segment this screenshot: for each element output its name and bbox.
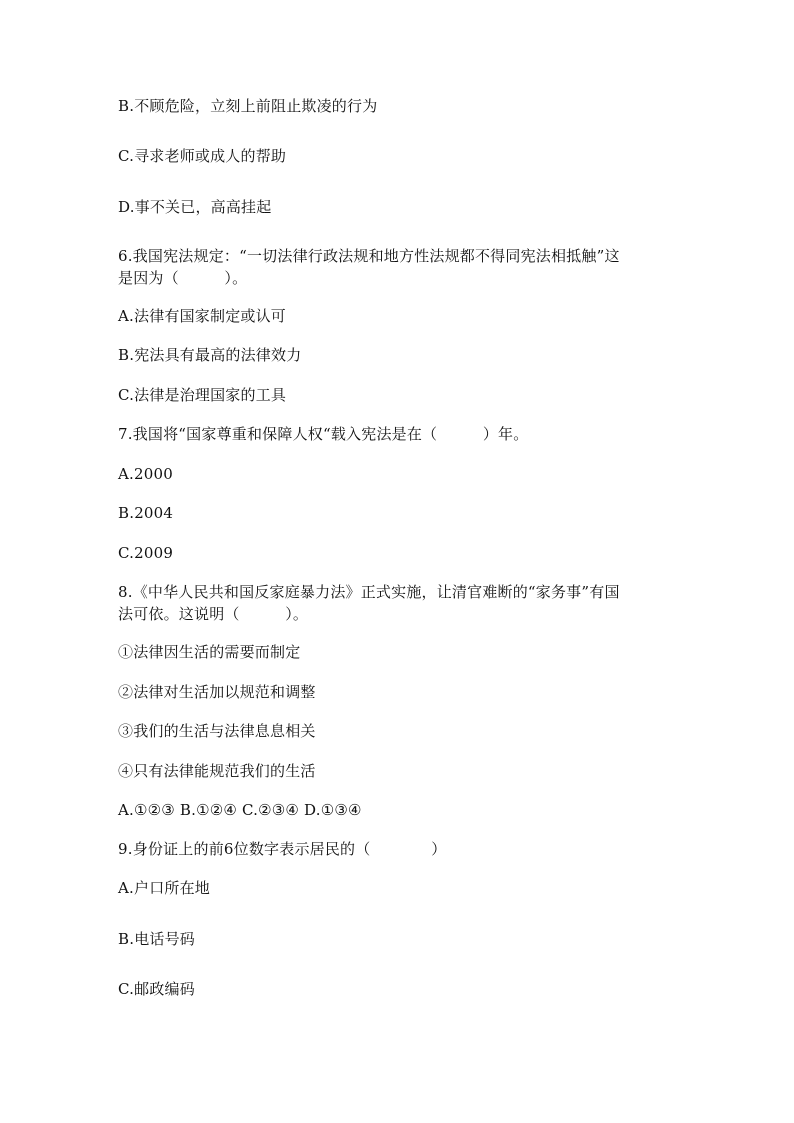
- q5-option-b: B.不顾危险，立刻上前阻止欺凌的行为: [118, 97, 378, 115]
- q7-option-b: B.2004: [118, 504, 174, 522]
- q8-statement-2: ②法律对生活加以规范和调整: [118, 683, 316, 701]
- q8-options: A.①②③ B.①②④ C.②③④ D.①③④: [118, 801, 362, 819]
- q8-statement-1: ①法律因生活的需要而制定: [118, 643, 301, 661]
- q9-option-a: A.户口所在地: [118, 879, 211, 897]
- q8-stem-line1: 8.《中华人民共和国反家庭暴力法》正式实施，让清官难断的“家务事”有国: [118, 583, 620, 601]
- q6-option-a: A.法律有国家制定或认可: [118, 307, 287, 325]
- q9-option-c: C.邮政编码: [118, 980, 195, 998]
- q6-stem-line2: 是因为（ ）。: [118, 269, 248, 287]
- q7-stem: 7.我国将“国家尊重和保障人权“载入宪法是在（ ）年。: [118, 425, 529, 443]
- q6-option-b: B.宪法具有最高的法律效力: [118, 346, 302, 364]
- q5-option-d: D.事不关已，高高挂起: [118, 198, 272, 216]
- q7-option-a: A.2000: [118, 465, 173, 483]
- q8-stem-line2: 法可依。这说明（ ）。: [118, 605, 309, 623]
- q8-statement-4: ④只有法律能规范我们的生活: [118, 762, 316, 780]
- q8-statement-3: ③我们的生活与法律息息相关: [118, 722, 316, 740]
- q9-option-b: B.电话号码: [118, 930, 195, 948]
- q5-option-c: C.寻求老师或成人的帮助: [118, 147, 287, 165]
- q6-option-c: C.法律是治理国家的工具: [118, 386, 287, 404]
- q6-stem-line1: 6.我国宪法规定：“一切法律行政法规和地方性法规都不得同宪法相抵触”这: [118, 247, 620, 265]
- q9-stem: 9.身份证上的前6位数字表示居民的（ ）: [118, 840, 447, 858]
- q7-option-c: C.2009: [118, 544, 174, 562]
